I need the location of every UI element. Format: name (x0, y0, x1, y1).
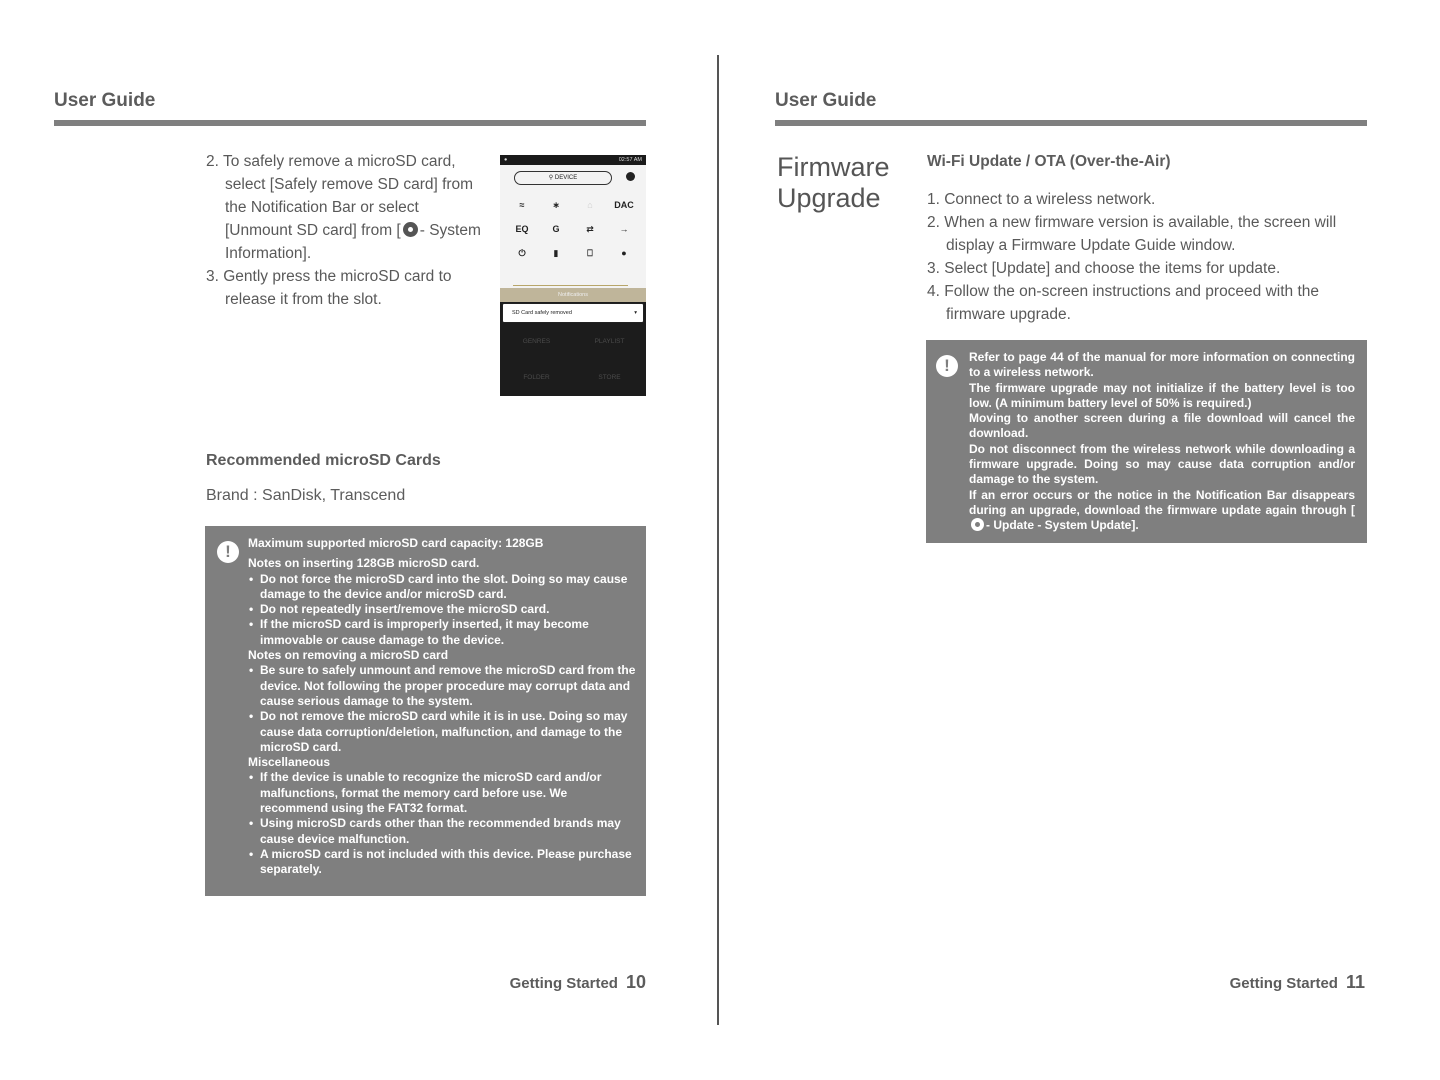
list-item: • Do not repeatedly insert/remove the microSD card. (248, 602, 638, 617)
step-text: 3. Gently press the microSD card to release it from the slot. (206, 268, 452, 308)
device-screenshot (500, 155, 646, 396)
sync-icon: ⇄ (586, 224, 594, 234)
step-text: - System Information]. (225, 222, 481, 262)
misc-list (248, 770, 638, 877)
step-item: 1. Connect to a wireless network. (927, 191, 1156, 208)
step-item: 2. When a new firmware version is available, the screen will display a Firmware Update Guide window. (927, 214, 1337, 254)
notifications-bar: Notifications (500, 288, 646, 302)
microsd-notes-box (205, 526, 646, 896)
app-shortcuts (500, 324, 646, 396)
device-search-field (514, 171, 612, 185)
settings-gear-icon (626, 172, 635, 181)
note-line: Moving to another screen during a file download will cancel the download. (969, 411, 1355, 441)
ota-heading: Wi-Fi Update / OTA (Over-the-Air) (927, 153, 1171, 170)
step-item (206, 150, 486, 265)
step-text: 2. To safely remove a microSD card, select [Safely remove SD card] (206, 153, 456, 193)
removal-steps (206, 150, 486, 311)
app-folder: FOLDER (523, 374, 550, 381)
quick-toggle-grid (505, 193, 641, 265)
misc-heading: Miscellaneous (248, 755, 331, 770)
status-icon: ● (504, 157, 508, 163)
page-footer (1230, 972, 1365, 993)
recommended-cards-heading: Recommended microSD Cards (206, 452, 441, 469)
note-line: Refer to page 44 of the manual for more information on connecting to a wireless network. (969, 350, 1355, 380)
list-item: • If the device is unable to recognize the microSD card and/or malfunctions, format the memory card before use. We recommend using the FAT32 format. (248, 770, 638, 816)
page-number: 11 (1345, 972, 1365, 992)
chevron-down-icon: ▾ (634, 310, 637, 316)
quick-settings-panel (500, 165, 646, 288)
sd-notice-text: SD Card safely removed (512, 310, 572, 316)
footer-section: Getting Started (1229, 975, 1338, 992)
status-bar (500, 155, 646, 165)
settings-gear-icon (971, 518, 984, 531)
record-icon: ● (621, 248, 627, 258)
list-item: • If the microSD card is improperly inserted, it may become immovable or cause damage to the device. (248, 617, 638, 648)
output-icon: → (619, 224, 629, 234)
page-header-title: User Guide (775, 90, 877, 111)
page-number: 10 (625, 972, 646, 992)
brightness-slider (513, 285, 628, 286)
step-text: from the Notification Bar or select [Unmount SD card] from [ (225, 176, 474, 239)
status-time: 02:57 AM (618, 157, 642, 163)
note-line: The firmware upgrade may not initialize if the battery level is too low. (A minimum battery level of 50% is required.) (969, 380, 1355, 410)
note-line: Do not disconnect from the wireless network while downloading a firmware upgrade. Doing so may cause data corruption and/or damage to the system. (969, 441, 1355, 487)
sd-removed-notification (502, 303, 644, 323)
list-item: • Using microSD cards other than the recommended brands may cause device malfunction. (248, 816, 638, 847)
list-item: • Do not force the microSD card into the slot. Doing so may cause damage to the device and/or microSD card. (248, 572, 638, 603)
search-icon: ⚲ (548, 175, 555, 181)
usb-icon: ⎕ (587, 248, 593, 258)
battery-icon: ▮ (553, 248, 559, 258)
step-item: 4. Follow the on-screen instructions and proceed with the firmware upgrade. (927, 283, 1320, 323)
exclamation-icon: ! (217, 541, 239, 563)
removing-heading: Notes on removing a microSD card (248, 648, 449, 663)
ota-steps (927, 188, 1367, 326)
section-title (777, 152, 890, 214)
eq-icon: EQ (515, 224, 529, 234)
inserting-list (248, 572, 638, 648)
max-capacity-note: Maximum supported microSD card capacity: 128GB (248, 536, 544, 550)
list-item: • Do not remove the microSD card while it is in use. Doing so may cause data corruption/deletion, malfunction, and damage to the microSD card. (248, 709, 638, 755)
note-line-text: If an error occurs or the notice in the Notification Bar disappears during an upgrade, download the firmware update again through [ (969, 487, 1355, 517)
gain-icon: G (552, 224, 560, 234)
list-item: • Be sure to safely unmount and remove the microSD card from the device. Not following the proper procedure may corrupt data and cause serious damage to the system. (248, 663, 638, 709)
list-item: • A microSD card is not included with this device. Please purchase separately. (248, 847, 638, 878)
note-line-suffix: - Update - System Update]. (986, 518, 1139, 533)
dac-icon: DAC (614, 200, 634, 210)
page-footer (510, 972, 646, 993)
firmware-notes-text (969, 350, 1355, 534)
step-item (206, 265, 486, 311)
section-title-line: Firmware (777, 152, 890, 182)
left-page (0, 0, 718, 1080)
note-line (969, 488, 1355, 534)
app-store: STORE (598, 374, 621, 381)
header-rule (775, 120, 1367, 126)
section-title-line: Upgrade (777, 183, 881, 213)
exclamation-icon: ! (936, 355, 958, 377)
page-header-title: User Guide (54, 90, 156, 111)
inserting-heading: Notes on inserting 128GB microSD card. (248, 556, 480, 571)
bluetooth-icon: ∗ (552, 200, 560, 210)
app-playlist: PLAYLIST (594, 338, 625, 345)
settings-gear-icon (403, 222, 418, 237)
firmware-notes-box (926, 340, 1367, 543)
footer-section: Getting Started (509, 975, 618, 992)
search-label: DEVICE (554, 175, 578, 181)
microsd-notes-text (248, 536, 638, 878)
header-rule (54, 120, 646, 126)
brand-text: Brand : SanDisk, Transcend (206, 487, 406, 504)
lock-icon: ⌂ (587, 200, 593, 210)
wifi-icon: ≈ (519, 200, 525, 210)
removing-list (248, 663, 638, 755)
step-item: 3. Select [Update] and choose the items for update. (927, 260, 1281, 277)
app-genres: GENRES (522, 338, 551, 345)
power-icon: ⏻ (518, 248, 526, 258)
